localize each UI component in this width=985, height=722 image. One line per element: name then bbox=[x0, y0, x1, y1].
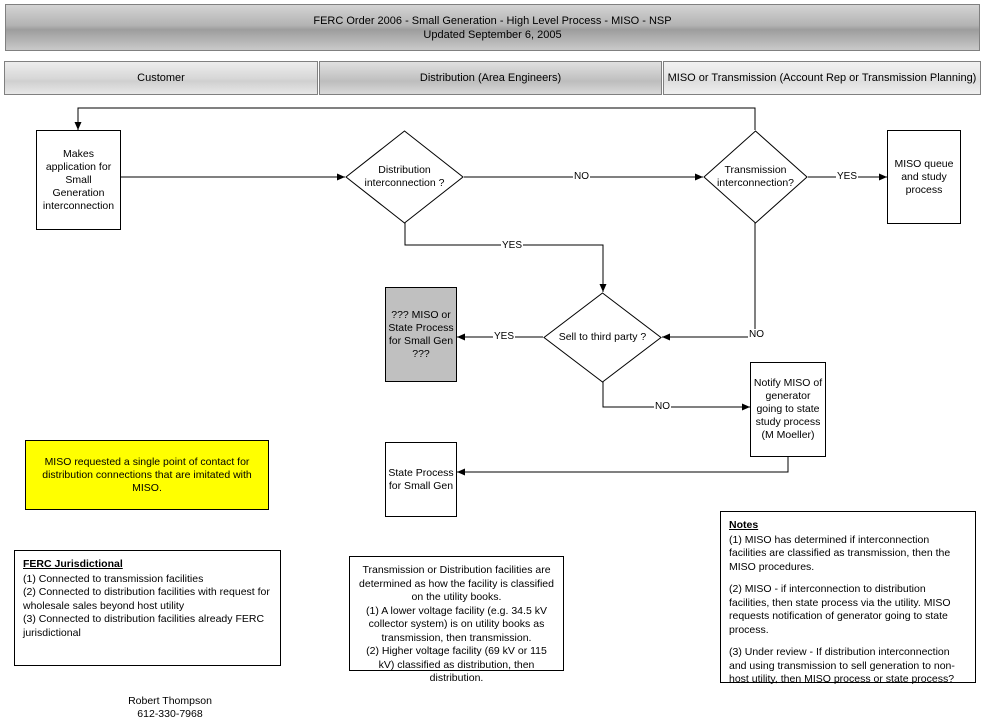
node-state-process[interactable] bbox=[385, 442, 457, 517]
note-notes-item-2: (2) MISO - if interconnection to distribution facilities, then state process via the utility. MISO requests notification of generator going to state process. bbox=[729, 583, 951, 636]
node-miso-queue[interactable] bbox=[887, 130, 961, 224]
callout-miso-single-point-of-contact bbox=[25, 440, 269, 510]
note-facility-line-1: Transmission or Distribution facilities are determined as how the facility is classified on the utility books. bbox=[359, 564, 554, 603]
diagram-title-line-2: Updated September 6, 2005 bbox=[423, 28, 562, 41]
edge-label-yes-2: YES bbox=[502, 240, 523, 251]
note-ferc-item-3: (3) Connected to distribution facilities already FERC jurisdictional bbox=[23, 613, 265, 639]
node-notify-miso-label: Notify MISO of generator going to state study process (M Moeller) bbox=[753, 377, 823, 441]
footer-contact bbox=[110, 695, 230, 721]
node-distribution-interconnection-decision[interactable] bbox=[345, 130, 464, 224]
lane-header-distribution-label: Distribution (Area Engineers) bbox=[419, 72, 562, 84]
note-notes-item-1: (1) MISO has determined if interconnection facilities are classified as transmission, then the MISO procedures. bbox=[729, 533, 951, 573]
note-facility-classification bbox=[349, 556, 564, 684]
note-facility-line-3: (2) Higher voltage facility (69 kV or 115 kV) classified as distribution, then distribution. bbox=[366, 645, 547, 684]
note-ferc-header: FERC Jurisdictional bbox=[23, 558, 123, 570]
edge-label-yes-3: YES bbox=[494, 331, 515, 342]
edge-label-yes-1: YES bbox=[837, 171, 858, 182]
note-ferc-jurisdictional bbox=[14, 550, 281, 666]
diamond-shape bbox=[345, 130, 464, 224]
node-distribution-interconnection-label: Distribution interconnection ? bbox=[364, 164, 445, 189]
callout-text: MISO requested a single point of contact for distribution connections that are imitated with MISO. bbox=[42, 455, 252, 494]
note-notes-header: Notes bbox=[729, 519, 759, 531]
diamond-shape bbox=[543, 292, 662, 383]
node-makes-application[interactable] bbox=[36, 130, 121, 230]
lane-header-miso-label: MISO or Transmission (Account Rep or Transmission Planning) bbox=[667, 72, 977, 84]
node-state-process-label: State Process for Small Gen bbox=[388, 466, 454, 492]
edge-label-no-1: NO bbox=[574, 171, 589, 182]
note-ferc-item-2: (2) Connected to distribution facilities with request for wholesale sales beyond host utility bbox=[23, 586, 270, 612]
note-facility-line-2: (1) A lower voltage facility (e.g. 34.5 kV collector system) is on utility books as transmission, then transmission. bbox=[366, 604, 547, 644]
edge-label-no-2: NO bbox=[749, 329, 764, 340]
diamond-shape bbox=[703, 130, 808, 224]
node-transmission-interconnection-label: Transmission interconnection? bbox=[716, 164, 795, 189]
edge-label-no-3: NO bbox=[655, 401, 670, 412]
node-sell-to-third-party-decision[interactable] bbox=[543, 292, 662, 383]
node-miso-or-state-process[interactable] bbox=[385, 287, 457, 382]
note-general-notes bbox=[720, 511, 976, 683]
diagram-title-line-1: FERC Order 2006 - Small Generation - High Level Process - MISO - NSP bbox=[313, 14, 672, 27]
node-sell-to-third-party-label: Sell to third party ? bbox=[558, 331, 647, 343]
lane-header-customer-label: Customer bbox=[137, 72, 185, 84]
footer-contact-name: Robert Thompson bbox=[128, 695, 212, 707]
note-ferc-item-1: (1) Connected to transmission facilities bbox=[23, 572, 204, 585]
node-miso-queue-label: MISO queue and study process bbox=[894, 157, 954, 196]
node-notify-miso[interactable] bbox=[750, 362, 826, 457]
node-makes-application-label: Makes application for Small Generation interconnection bbox=[42, 147, 115, 212]
node-transmission-interconnection-decision[interactable] bbox=[703, 130, 808, 224]
footer-contact-phone: 612-330-7968 bbox=[137, 708, 203, 720]
note-notes-item-3: (3) Under review - If distribution interconnection and using transmission to sell generation to non-host utility, then MISO process or state process? bbox=[729, 646, 955, 685]
node-miso-or-state-process-label: ??? MISO or State Process for Small Gen ??? bbox=[388, 308, 454, 360]
